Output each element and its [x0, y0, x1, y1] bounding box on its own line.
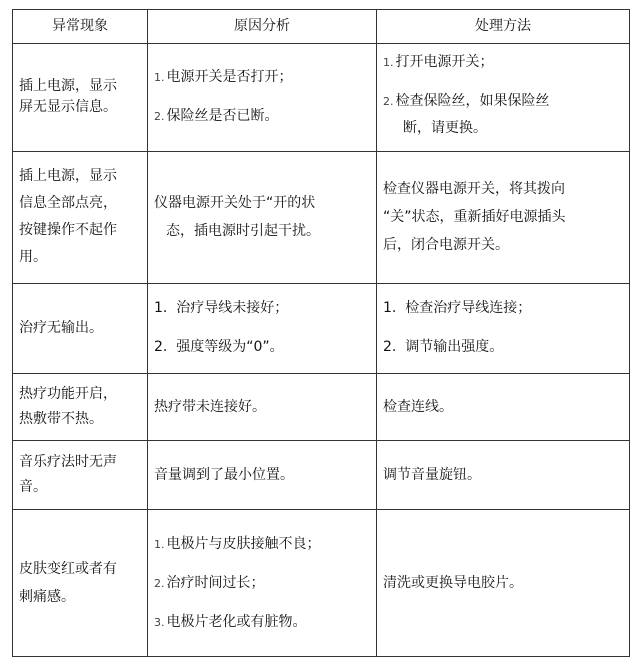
- symptom-cell: 插上电源，显示 屏无显示信息。: [13, 44, 148, 152]
- cause-cell: 热疗带未连接好。: [148, 374, 377, 441]
- symptom-cell: 热疗功能开启， 热敷带不热。: [13, 374, 148, 441]
- table-row: [13, 374, 630, 441]
- cause-cell: 音量调到了最小位置。: [148, 441, 377, 510]
- table-row: [13, 441, 630, 510]
- solution-cell: 清洗或更换导电胶片。: [377, 510, 630, 657]
- header-row: [13, 10, 630, 44]
- symptom-cell: 治疗无输出。: [13, 283, 148, 374]
- cause-cell: 仪器电源开关处于“开的状 态，插电源时引起干扰。: [148, 151, 377, 283]
- symptom-cell: 皮肤变红或者有 刺痛感。: [13, 510, 148, 657]
- solution-cell: 1. 打开电源开关； 2. 检查保险丝，如果保险丝 断，请更换。: [377, 44, 630, 152]
- solution-cell: 调节音量旋钮。: [377, 441, 630, 510]
- cause-cell: 1. 治疗导线未接好； 2. 强度等级为“0”。: [148, 283, 377, 374]
- header-symptom: 异常现象: [13, 10, 148, 44]
- solution-cell: 检查仪器电源开关，将其拨向 “关”状态，重新插好电源插头 后，闭合电源开关。: [377, 151, 630, 283]
- table-row: [13, 510, 630, 657]
- header-cause: 原因分析: [148, 10, 377, 44]
- table-row: [13, 151, 630, 283]
- cause-cell: 1. 电极片与皮肤接触不良； 2. 治疗时间过长； 3. 电极片老化或有脏物。: [148, 510, 377, 657]
- solution-cell: 检查连线。: [377, 374, 630, 441]
- solution-cell: 1. 检查治疗导线连接； 2. 调节输出强度。: [377, 283, 630, 374]
- troubleshooting-table: [12, 9, 630, 657]
- table-row: [13, 283, 630, 374]
- symptom-cell: 音乐疗法时无声 音。: [13, 441, 148, 510]
- cause-cell: 1. 电源开关是否打开； 2. 保险丝是否已断。: [148, 44, 377, 152]
- symptom-cell: 插上电源，显示 信息全部点亮， 按键操作不起作 用。: [13, 151, 148, 283]
- header-solution: 处理方法: [377, 10, 630, 44]
- table-row: [13, 44, 630, 152]
